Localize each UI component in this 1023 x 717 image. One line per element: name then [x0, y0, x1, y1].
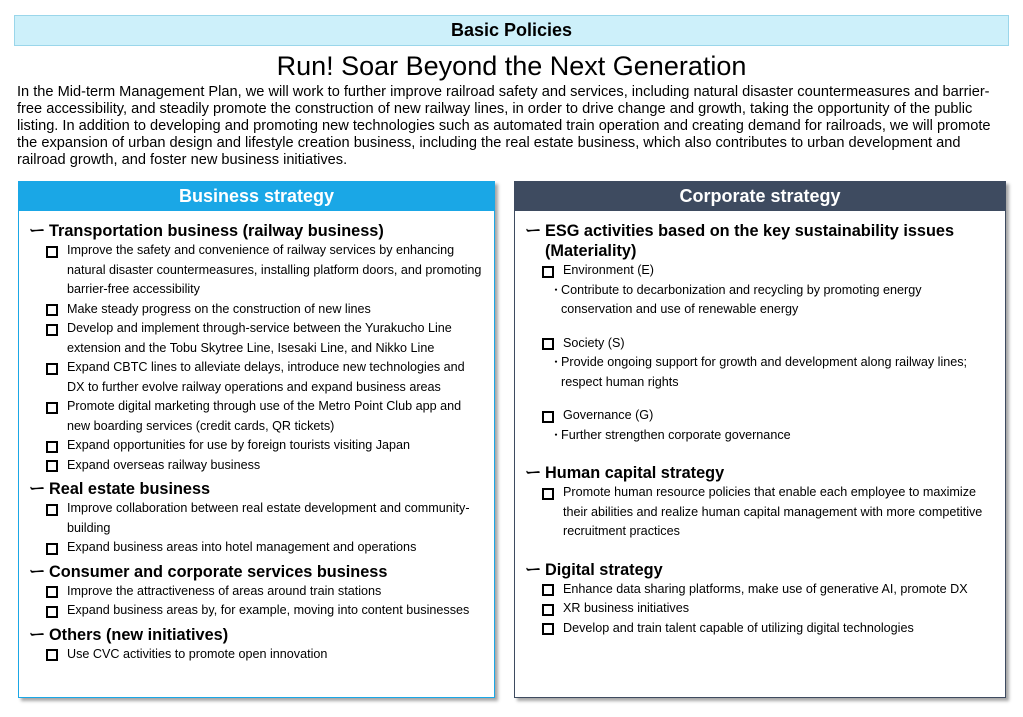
corporate-strategy-body — [515, 211, 1005, 638]
business-strategy-heading: Business strategy — [19, 182, 494, 211]
sub-bullet-text: Contribute to decarbonization and recycling by promoting energy conservation and use of renewable energy — [561, 282, 922, 316]
list-item — [46, 300, 484, 320]
list-item-text: Use CVC activities to promote open innovation — [67, 646, 328, 661]
dash-marker: ー — [29, 625, 46, 644]
list-item-text: Expand business areas into hotel management and operations — [67, 540, 417, 554]
dot-marker: ・ — [550, 427, 563, 442]
checkbox-square-icon — [46, 504, 58, 516]
checkbox-square-icon — [46, 543, 58, 555]
checkbox-square-icon — [46, 441, 58, 453]
human-capital-section — [525, 463, 995, 542]
spacer — [525, 320, 995, 334]
checkbox-square-icon — [46, 649, 58, 661]
list-item-text: Enhance data sharing platforms, make use of generative AI, promote DX — [563, 581, 968, 596]
business-section — [29, 479, 484, 558]
list-item — [46, 601, 484, 621]
list-item-text: Expand business areas by, for example, moving into content businesses — [67, 603, 470, 617]
business-strategy-panel — [18, 181, 495, 698]
list-item-text: Develop and train talent capable of utilizing digital technologies — [563, 620, 914, 635]
section-title-text: Transportation business (railway business) — [49, 222, 384, 240]
checkbox-square-icon — [46, 363, 58, 375]
list-item — [542, 334, 995, 354]
checkbox-square-icon — [46, 246, 58, 258]
business-section — [29, 562, 484, 621]
list-item — [46, 436, 484, 456]
basic-policies-banner: Basic Policies — [14, 15, 1009, 46]
business-section — [29, 221, 484, 475]
sub-bullet-text: Further strengthen corporate governance — [561, 427, 791, 442]
dash-marker: ー — [29, 222, 46, 240]
list-item — [46, 397, 484, 436]
list-item — [46, 538, 484, 558]
checkbox-square-icon — [542, 338, 554, 350]
checkbox-square-icon — [46, 324, 58, 336]
checkbox-square-icon — [542, 488, 554, 500]
checkbox-square-icon — [542, 266, 554, 278]
dash-marker: ー — [525, 464, 542, 482]
list-item — [46, 499, 484, 538]
list-item — [46, 645, 484, 665]
checkbox-square-icon — [46, 460, 58, 472]
list-item-text: Environment (E) — [563, 263, 654, 277]
sub-bullet — [550, 353, 995, 392]
list-item — [542, 619, 995, 639]
business-strategy-body — [19, 211, 494, 664]
list-item-text: Make steady progress on the construction of new lines — [67, 301, 371, 316]
digital-section — [525, 560, 995, 639]
list-item-text: Governance (G) — [563, 408, 654, 422]
section-title — [525, 463, 995, 483]
list-item-text: Society (S) — [563, 335, 625, 350]
dot-marker: ・ — [550, 355, 563, 369]
intro-paragraph: In the Mid-term Management Plan, we will work to further improve railroad safety and services, including natural disaster countermeasures and barrier-free accessibility, and steadily promote the construction of new railway lines, in order to drive change and growth, taking the opportunity of the public listing. In addition to developing and promoting new technologies such as automated train operation and creating demand for railroads, we will promote the expansion of urban design and lifestyle creation business, including the real estate business, which also contributes to urban development and railroad growth, and foster new business initiatives. — [17, 84, 991, 168]
spacer — [525, 445, 995, 459]
corporate-strategy-panel — [514, 181, 1006, 698]
checkbox-square-icon — [542, 584, 554, 596]
section-title — [29, 562, 484, 582]
list-item — [46, 582, 484, 602]
section-title — [525, 560, 995, 580]
section-title-text: Others (new initiatives) — [49, 625, 229, 644]
page-title: Run! Soar Beyond the Next Generation — [276, 51, 747, 81]
esg-section — [525, 221, 995, 459]
dot-marker: ・ — [550, 282, 563, 297]
dash-marker: ー — [29, 562, 46, 581]
list-item-text: Develop and implement through-service between the Yurakucho Line extension and the Tobu Skytree Line, Isesaki Line, and Nikko Line — [67, 321, 452, 355]
sub-bullet-text: Provide ongoing support for growth and development along railway lines; respect human rights — [561, 355, 968, 389]
sub-bullet — [550, 426, 995, 446]
section-title-text: ESG activities based on the key sustainability issues (Materiality) — [545, 222, 955, 260]
list-item — [542, 406, 995, 426]
list-item — [46, 358, 484, 397]
business-section — [29, 625, 484, 665]
section-title — [29, 625, 484, 645]
checkbox-square-icon — [46, 402, 58, 414]
list-item-text: Expand CBTC lines to alleviate delays, introduce new technologies and DX to further evolve railway operations and expand business areas — [67, 360, 465, 394]
spacer — [525, 542, 995, 556]
checkbox-square-icon — [46, 586, 58, 598]
section-title — [29, 479, 484, 499]
section-title-text: Real estate business — [49, 480, 211, 498]
checkbox-square-icon — [542, 623, 554, 635]
list-item — [542, 261, 995, 281]
checkbox-square-icon — [46, 606, 58, 618]
list-item — [46, 456, 484, 476]
corporate-strategy-heading: Corporate strategy — [515, 182, 1005, 211]
list-item — [46, 319, 484, 358]
list-item-text: Promote digital marketing through use of the Metro Point Club app and new boarding services (credit cards, QR tickets) — [67, 399, 462, 433]
list-item — [542, 599, 995, 619]
checkbox-square-icon — [46, 304, 58, 316]
list-item — [46, 241, 484, 300]
list-item-text: Improve the safety and convenience of railway services by enhancing natural disaster countermeasures, installing platform doors, and promoting barrier-free accessibility — [67, 243, 482, 296]
section-title-text: Human capital strategy — [545, 464, 725, 482]
section-title — [525, 221, 995, 261]
list-item — [542, 483, 995, 542]
sub-bullet — [550, 281, 995, 320]
spacer — [525, 392, 995, 406]
list-item-text: Improve the attractiveness of areas around train stations — [67, 583, 382, 598]
dash-marker: ー — [525, 222, 542, 240]
dash-marker: ー — [29, 480, 46, 498]
dash-marker: ー — [525, 560, 542, 579]
section-title-text: Consumer and corporate services business — [49, 562, 388, 581]
section-title — [29, 221, 484, 241]
list-item-text: Expand overseas railway business — [67, 457, 261, 472]
list-item-text: Promote human resource policies that enable each employee to maximize their abilities and realize human capital management with more competitive recruitment practices — [563, 485, 983, 538]
list-item-text: Expand opportunities for use by foreign tourists visiting Japan — [67, 438, 411, 452]
checkbox-square-icon — [542, 604, 554, 616]
list-item-text: Improve collaboration between real estate development and community-building — [67, 501, 470, 535]
list-item — [542, 580, 995, 600]
checkbox-square-icon — [542, 411, 554, 423]
list-item-text: XR business initiatives — [563, 601, 689, 615]
section-title-text: Digital strategy — [545, 560, 663, 579]
